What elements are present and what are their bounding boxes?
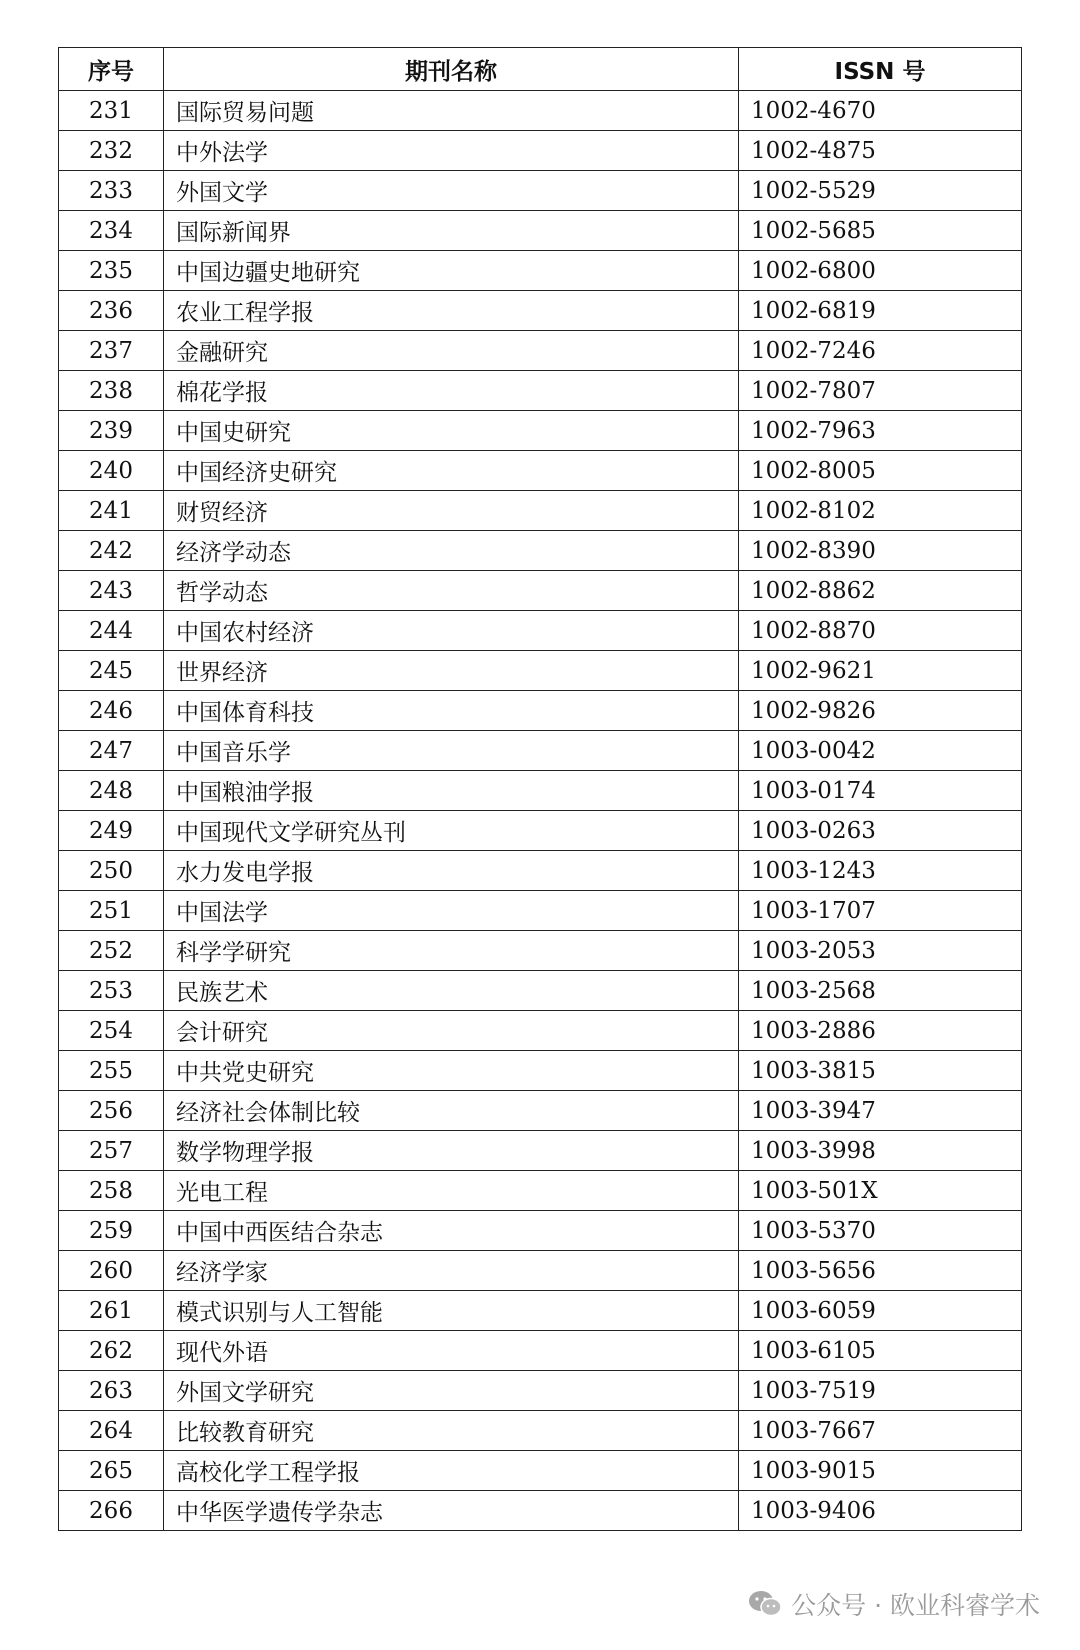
header-serial-number: 序号 — [59, 48, 164, 91]
cell-issn: 1003-9015 — [739, 1451, 1022, 1491]
table-row — [59, 531, 1022, 571]
cell-serial-number: 238 — [59, 371, 164, 411]
cell-serial-number: 254 — [59, 1011, 164, 1051]
cell-serial-number: 252 — [59, 931, 164, 971]
cell-issn: 1003-9406 — [739, 1491, 1022, 1531]
cell-serial-number: 240 — [59, 451, 164, 491]
cell-issn: 1002-6819 — [739, 291, 1022, 331]
cell-issn: 1003-2568 — [739, 971, 1022, 1011]
cell-issn: 1002-9826 — [739, 691, 1022, 731]
table-row — [59, 611, 1022, 651]
cell-serial-number: 255 — [59, 1051, 164, 1091]
cell-journal-name: 世界经济 — [164, 651, 739, 691]
table-row — [59, 571, 1022, 611]
cell-issn: 1003-0263 — [739, 811, 1022, 851]
cell-journal-name: 棉花学报 — [164, 371, 739, 411]
cell-issn: 1003-1243 — [739, 851, 1022, 891]
cell-serial-number: 251 — [59, 891, 164, 931]
cell-issn: 1002-4670 — [739, 91, 1022, 131]
table-row — [59, 491, 1022, 531]
cell-journal-name: 中国体育科技 — [164, 691, 739, 731]
table-row — [59, 1171, 1022, 1211]
cell-serial-number: 237 — [59, 331, 164, 371]
cell-journal-name: 中华医学遗传学杂志 — [164, 1491, 739, 1531]
cell-issn: 1003-3815 — [739, 1051, 1022, 1091]
cell-serial-number: 266 — [59, 1491, 164, 1531]
cell-issn: 1003-7519 — [739, 1371, 1022, 1411]
cell-issn: 1002-5529 — [739, 171, 1022, 211]
cell-journal-name: 中国现代文学研究丛刊 — [164, 811, 739, 851]
cell-issn: 1003-6105 — [739, 1331, 1022, 1371]
table-row — [59, 931, 1022, 971]
cell-serial-number: 259 — [59, 1211, 164, 1251]
cell-serial-number: 262 — [59, 1331, 164, 1371]
cell-journal-name: 会计研究 — [164, 1011, 739, 1051]
cell-issn: 1003-501X — [739, 1171, 1022, 1211]
table-row — [59, 1451, 1022, 1491]
cell-journal-name: 国际贸易问题 — [164, 91, 739, 131]
cell-issn: 1002-6800 — [739, 251, 1022, 291]
table-row — [59, 891, 1022, 931]
table-row — [59, 651, 1022, 691]
cell-issn: 1003-0174 — [739, 771, 1022, 811]
cell-serial-number: 233 — [59, 171, 164, 211]
cell-serial-number: 248 — [59, 771, 164, 811]
cell-serial-number: 243 — [59, 571, 164, 611]
table-row — [59, 1051, 1022, 1091]
cell-issn: 1003-6059 — [739, 1291, 1022, 1331]
cell-journal-name: 经济学动态 — [164, 531, 739, 571]
cell-journal-name: 高校化学工程学报 — [164, 1451, 739, 1491]
cell-issn: 1003-2886 — [739, 1011, 1022, 1051]
cell-issn: 1002-8102 — [739, 491, 1022, 531]
table-row — [59, 211, 1022, 251]
cell-serial-number: 242 — [59, 531, 164, 571]
cell-issn: 1003-2053 — [739, 931, 1022, 971]
cell-journal-name: 中国边疆史地研究 — [164, 251, 739, 291]
cell-journal-name: 中国史研究 — [164, 411, 739, 451]
table-row — [59, 451, 1022, 491]
cell-journal-name: 中国粮油学报 — [164, 771, 739, 811]
table-row — [59, 1091, 1022, 1131]
table-row — [59, 371, 1022, 411]
cell-journal-name: 中国中西医结合杂志 — [164, 1211, 739, 1251]
cell-serial-number: 250 — [59, 851, 164, 891]
cell-issn: 1002-8870 — [739, 611, 1022, 651]
cell-journal-name: 民族艺术 — [164, 971, 739, 1011]
cell-journal-name: 数学物理学报 — [164, 1131, 739, 1171]
cell-journal-name: 中国法学 — [164, 891, 739, 931]
table-row — [59, 251, 1022, 291]
table-row — [59, 1291, 1022, 1331]
table-row — [59, 1251, 1022, 1291]
table-row — [59, 1491, 1022, 1531]
cell-serial-number: 244 — [59, 611, 164, 651]
cell-journal-name: 中共党史研究 — [164, 1051, 739, 1091]
cell-issn: 1003-0042 — [739, 731, 1022, 771]
cell-serial-number: 247 — [59, 731, 164, 771]
table-row — [59, 691, 1022, 731]
cell-journal-name: 外国文学 — [164, 171, 739, 211]
table-row — [59, 771, 1022, 811]
cell-serial-number: 260 — [59, 1251, 164, 1291]
cell-journal-name: 国际新闻界 — [164, 211, 739, 251]
cell-serial-number: 245 — [59, 651, 164, 691]
table-header — [59, 48, 1022, 91]
cell-serial-number: 253 — [59, 971, 164, 1011]
cell-serial-number: 232 — [59, 131, 164, 171]
cell-journal-name: 中国经济史研究 — [164, 451, 739, 491]
cell-serial-number: 241 — [59, 491, 164, 531]
table-row — [59, 811, 1022, 851]
cell-journal-name: 光电工程 — [164, 1171, 739, 1211]
cell-journal-name: 科学学研究 — [164, 931, 739, 971]
table-row — [59, 1411, 1022, 1451]
watermark-text: 公众号 · 欧业科睿学术 — [791, 1591, 1040, 1620]
cell-serial-number: 265 — [59, 1451, 164, 1491]
table-body — [59, 91, 1022, 1531]
table-row — [59, 971, 1022, 1011]
cell-issn: 1002-9621 — [739, 651, 1022, 691]
cell-journal-name: 金融研究 — [164, 331, 739, 371]
cell-issn: 1003-1707 — [739, 891, 1022, 931]
cell-serial-number: 234 — [59, 211, 164, 251]
cell-serial-number: 239 — [59, 411, 164, 451]
cell-serial-number: 249 — [59, 811, 164, 851]
header-journal-name: 期刊名称 — [164, 48, 739, 91]
cell-issn: 1003-3947 — [739, 1091, 1022, 1131]
cell-issn: 1002-5685 — [739, 211, 1022, 251]
cell-journal-name: 比较教育研究 — [164, 1411, 739, 1451]
cell-journal-name: 外国文学研究 — [164, 1371, 739, 1411]
cell-issn: 1002-8390 — [739, 531, 1022, 571]
table-row — [59, 171, 1022, 211]
cell-serial-number: 257 — [59, 1131, 164, 1171]
cell-issn: 1002-7246 — [739, 331, 1022, 371]
cell-issn: 1002-8862 — [739, 571, 1022, 611]
cell-journal-name: 经济社会体制比较 — [164, 1091, 739, 1131]
table-row — [59, 1371, 1022, 1411]
header-row — [59, 48, 1022, 91]
cell-issn: 1003-7667 — [739, 1411, 1022, 1451]
table-row — [59, 731, 1022, 771]
watermark — [743, 1584, 1044, 1624]
cell-journal-name: 中外法学 — [164, 131, 739, 171]
cell-journal-name: 中国音乐学 — [164, 731, 739, 771]
table-row — [59, 851, 1022, 891]
cell-journal-name: 中国农村经济 — [164, 611, 739, 651]
table-row — [59, 1011, 1022, 1051]
cell-issn: 1003-5656 — [739, 1251, 1022, 1291]
table-row — [59, 331, 1022, 371]
cell-journal-name: 现代外语 — [164, 1331, 739, 1371]
cell-serial-number: 236 — [59, 291, 164, 331]
cell-serial-number: 235 — [59, 251, 164, 291]
cell-journal-name: 农业工程学报 — [164, 291, 739, 331]
cell-journal-name: 模式识别与人工智能 — [164, 1291, 739, 1331]
cell-issn: 1003-5370 — [739, 1211, 1022, 1251]
table-row — [59, 291, 1022, 331]
cell-issn: 1002-8005 — [739, 451, 1022, 491]
cell-serial-number: 263 — [59, 1371, 164, 1411]
cell-journal-name: 经济学家 — [164, 1251, 739, 1291]
cell-serial-number: 256 — [59, 1091, 164, 1131]
cell-journal-name: 水力发电学报 — [164, 851, 739, 891]
cell-serial-number: 258 — [59, 1171, 164, 1211]
cell-issn: 1003-3998 — [739, 1131, 1022, 1171]
journal-table — [58, 47, 1022, 1531]
table-row — [59, 1331, 1022, 1371]
wechat-icon — [747, 1589, 783, 1619]
cell-serial-number: 246 — [59, 691, 164, 731]
header-issn: ISSN 号 — [739, 48, 1022, 91]
cell-serial-number: 264 — [59, 1411, 164, 1451]
cell-serial-number: 231 — [59, 91, 164, 131]
table-row — [59, 1131, 1022, 1171]
table-row — [59, 131, 1022, 171]
table-row — [59, 411, 1022, 451]
cell-journal-name: 哲学动态 — [164, 571, 739, 611]
cell-issn: 1002-7963 — [739, 411, 1022, 451]
table-row — [59, 1211, 1022, 1251]
cell-issn: 1002-4875 — [739, 131, 1022, 171]
cell-issn: 1002-7807 — [739, 371, 1022, 411]
table-row — [59, 91, 1022, 131]
cell-journal-name: 财贸经济 — [164, 491, 739, 531]
cell-serial-number: 261 — [59, 1291, 164, 1331]
